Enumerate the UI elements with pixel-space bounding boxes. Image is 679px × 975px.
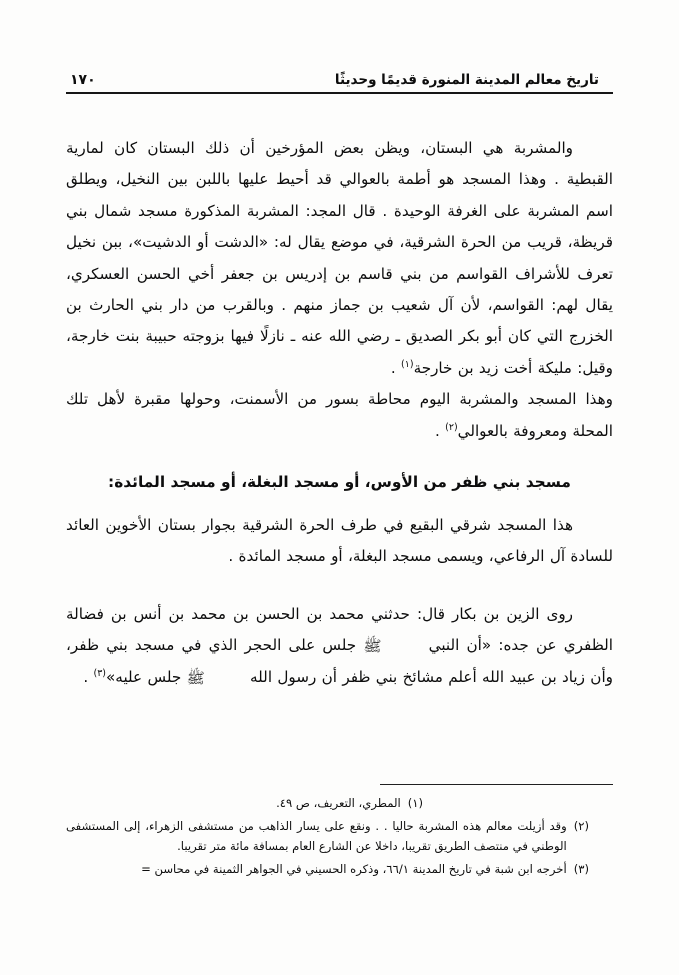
section-heading: مسجد بني ظفر من الأوس، أو مسجد البغلة، أو مسجد المائدة: — [108, 473, 571, 492]
paragraph-one-text: والمشربة هي البستان، ويظن بعض المؤرخين أن ذلك البستان كان لمارية القبطية . وهذا المسجد هو أطمة بالعوالي قد أحيط عليها باللبن بين النخيل، ويطلق اسم المشربة على الغرفة الوحيدة . قال المجد: المشربة المذكورة مسجد شمال بني قريظة، قريب من الحرة الشرقية، في موضع يقال له: «الدشت أو الدشيت»، ببن نخيل تعرف للأشراف القواسم من بني قاسم بن إدريس بن جعفر أخي الحسن العسكري، يقال لهم: القواسم، لأن آل شعيب بن جماز منهم . وبالقرب من دار بني الحارث بن الخزرج التي كان أبو بكر الصديق ـ رضي الله عنه ـ نازلًا فيها بزوجته حبيبة بنت خارجة، وقيل: مليكة أخت زيد بن خارجة — [66, 139, 613, 377]
footnote-ref-3: (٣) — [93, 667, 107, 679]
running-header — [66, 62, 613, 92]
footnote-item-2 — [66, 816, 613, 857]
paragraph-two-tail: . — [434, 421, 446, 440]
footnote-text-3: أخرجه ابن شبة في تاريخ المدينة ٦٦/١، وذكره الحسيني في الجواهر الثمينة في محاسن = — [141, 861, 567, 876]
book-title: تاريخ معالم المدينة المنورة قديمًا وحديثًا — [334, 71, 599, 89]
narration-part-three: جلس عليه» — [106, 667, 187, 686]
narration-tail: . — [83, 667, 94, 686]
footnote-ref-2: (٢) — [445, 421, 458, 433]
footnote-marker-3: (٣) — [573, 861, 589, 876]
paragraph-four — [66, 599, 613, 693]
spacer-before-narration — [66, 573, 613, 599]
paragraph-one — [66, 133, 613, 384]
sallallahu-alayhi-wasallam-icon-second: ﷺ — [186, 668, 205, 687]
footnote-ref-1: (١) — [401, 358, 414, 370]
spacer-before-heading — [66, 447, 613, 467]
footnotes-section — [66, 793, 613, 881]
paragraph-one-tail: . — [390, 358, 402, 377]
footnote-item-1 — [66, 793, 613, 814]
paragraph-three: هذا المسجد شرقي البقيع في طرف الحرة الشرقية بجوار بستان الأخوين العائد للسادة آل الرفاعي، ويسمى مسجد البغلة، أو مسجد المائدة . — [66, 516, 613, 566]
footnote-marker-1: (١) — [407, 796, 423, 810]
footnote-divider-rule — [380, 784, 613, 785]
page-body — [66, 133, 613, 693]
paragraph-two — [66, 384, 613, 447]
page-number: ١٧٠ — [70, 72, 96, 88]
spacer-after-heading — [66, 497, 613, 510]
running-header-row — [66, 62, 613, 88]
footnote-text-2: وقد أزيلت معالم هذه المشربة حاليا . . ونقع على يسار الذاهب من مستشفى الزهراء، إلى المستشفى الوطني في منتصف الطريق تقريبا، داخلا عن الشارع العام بمسافة مائة متر تقريبا. — [66, 818, 567, 853]
narration-part-one: روى الزين بن بكار قال: حدثني محمد بن الحسن بن محمد بن أنس بن فضالة الظفري عن جده: «أن النبي — [66, 604, 613, 655]
footnote-marker-2: (٢) — [573, 818, 589, 833]
header-divider-rule — [66, 92, 613, 94]
footnote-text-1: المطري، التعريف، ص ٤٩. — [276, 796, 401, 810]
paragraph-two-text: وهذا المسجد والمشربة اليوم محاطة بسور من الأسمنت، وحولها مقبرة لأهل تلك المحلة ومعروفة بالعوالي — [66, 390, 613, 440]
narration-part-two: جلس على الحجر الذي في مسجد بني ظفر، وأن زياد بن عبيد الله أعلم مشائخ بني ظفر أن رسول الله — [66, 636, 613, 686]
footnote-item-3 — [66, 859, 613, 880]
sallallahu-alayhi-wasallam-icon: ﷺ — [363, 637, 382, 656]
